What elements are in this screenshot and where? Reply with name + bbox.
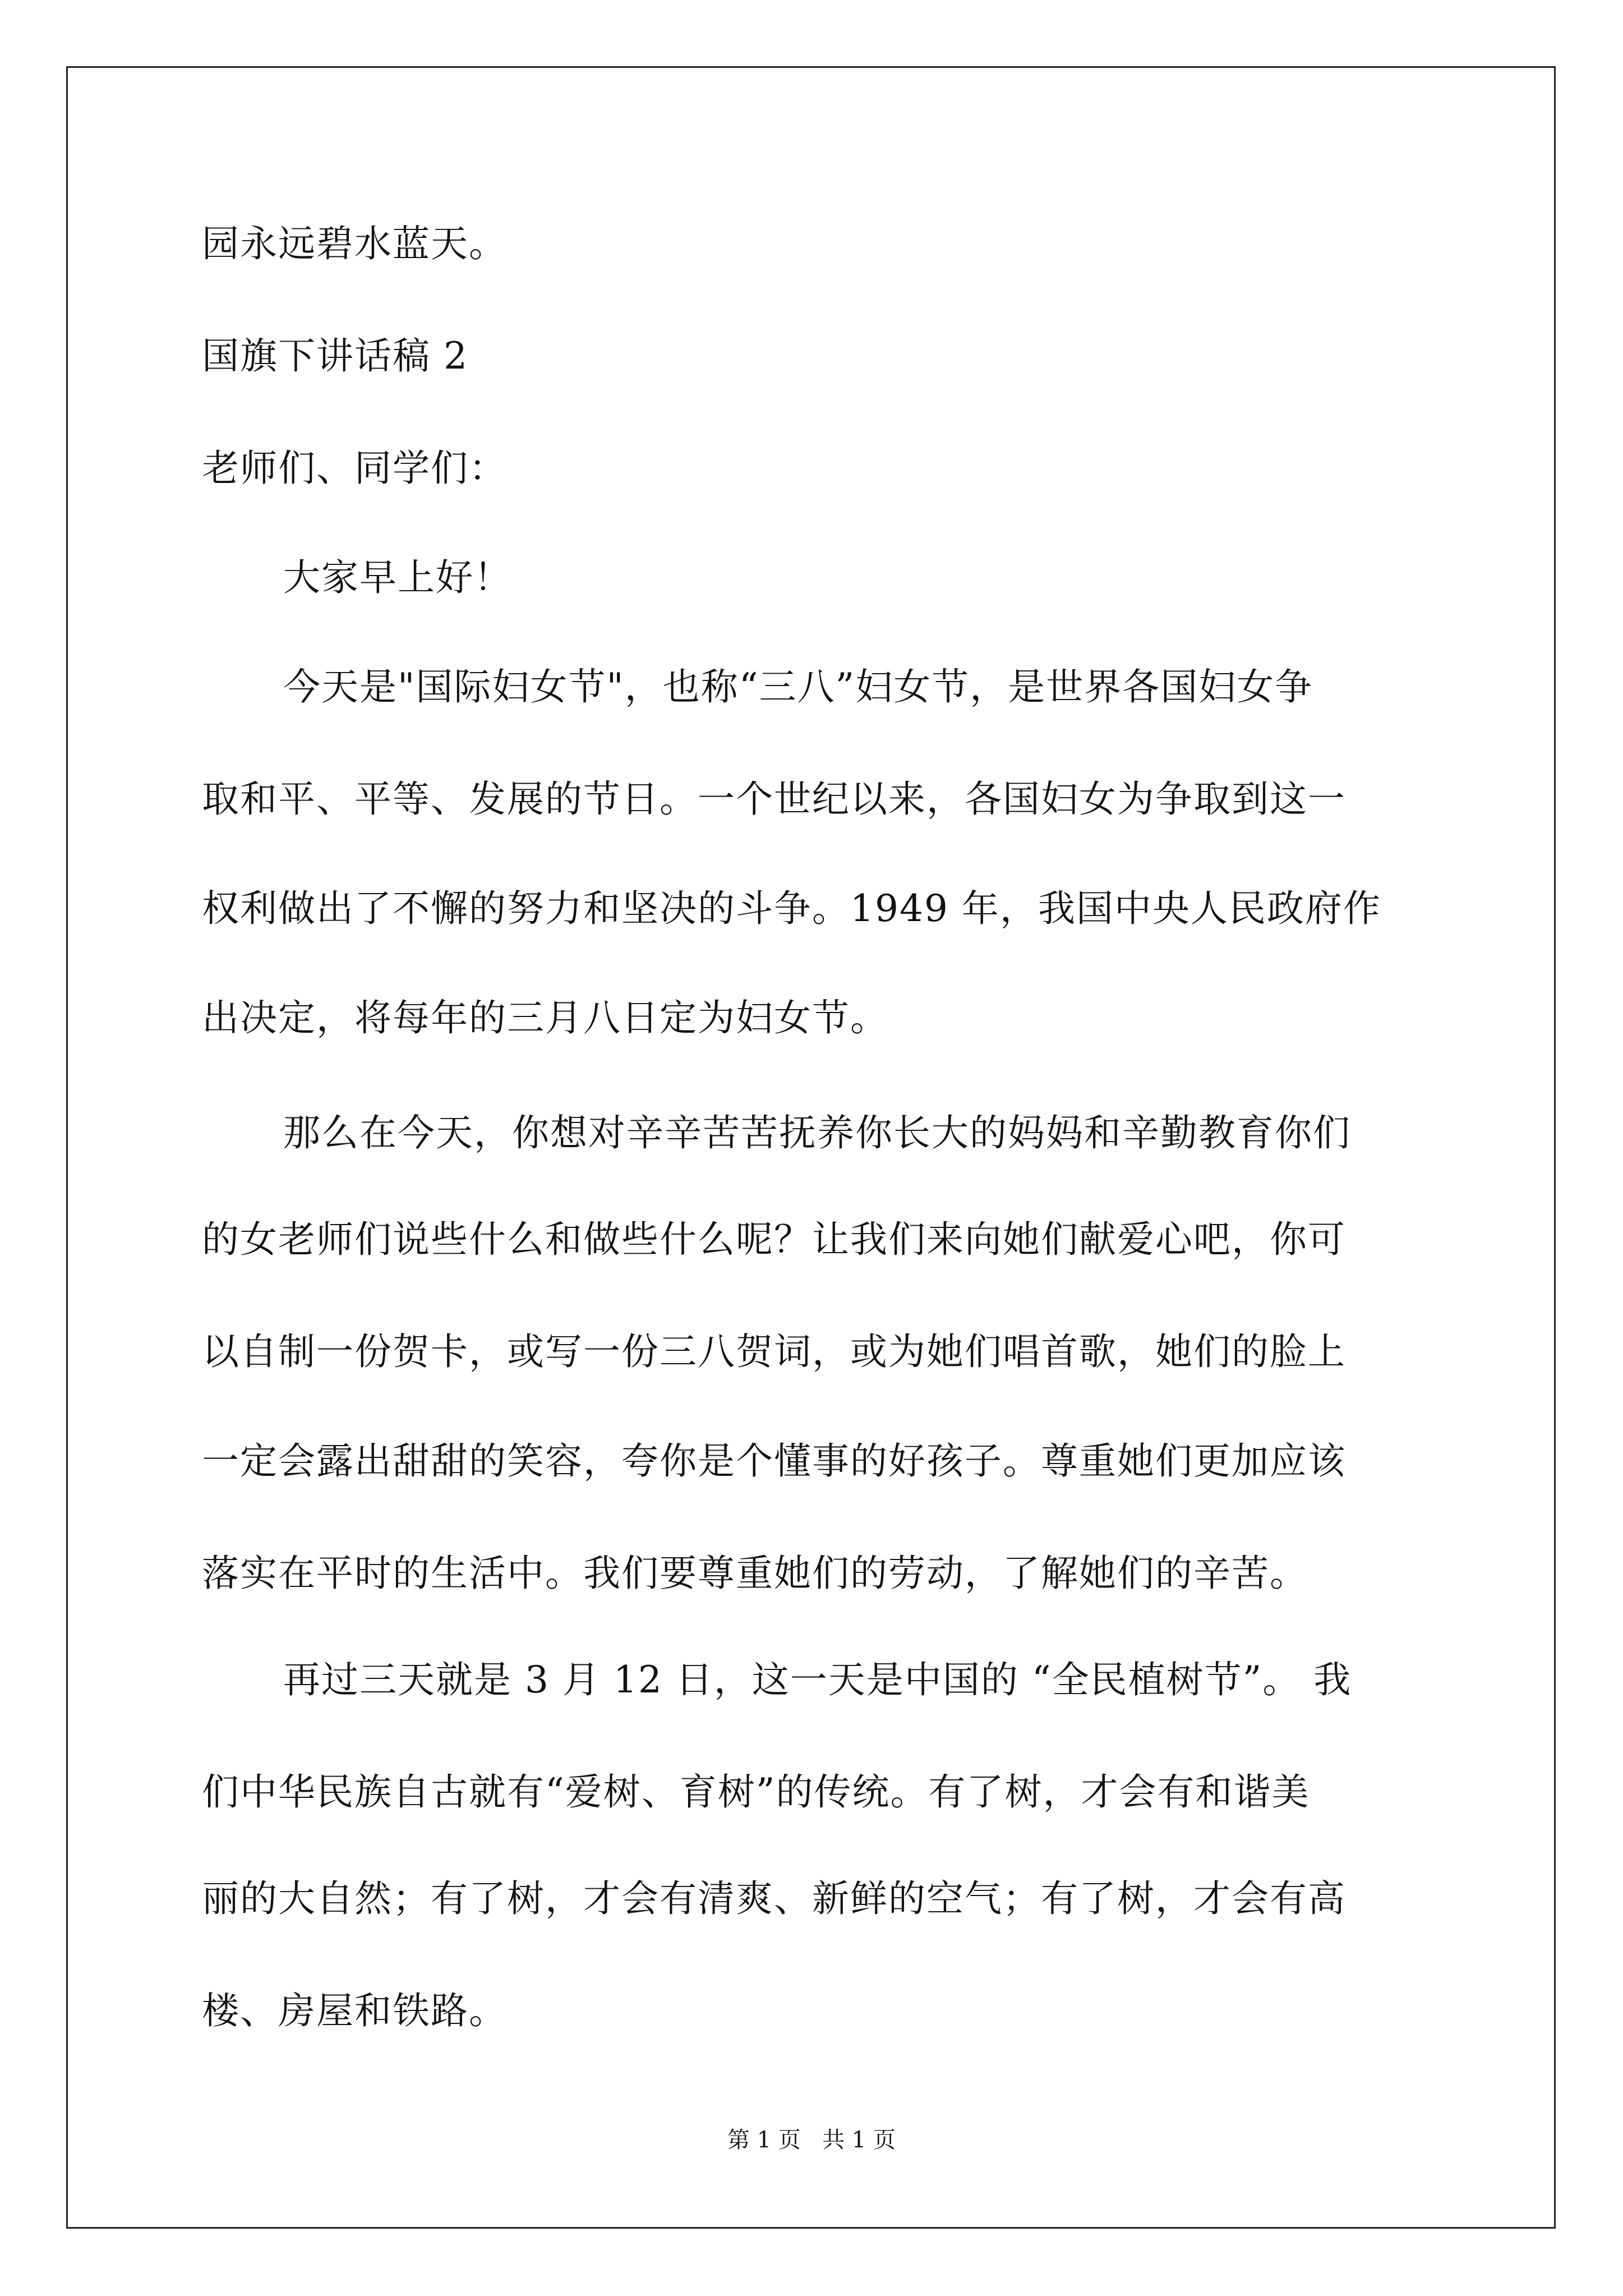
paragraph-1-line-2: 取和平、平等、发展的节日。一个世纪以来，各国妇女为争取到这一 xyxy=(202,777,1346,821)
salutation: 老师们、同学们： xyxy=(202,447,507,490)
paragraph-3-line-4: 楼、房屋和铁路。 xyxy=(202,1989,507,2032)
paragraph-2-line-2: 的女老师们说些什么和做些什么呢？让我们来向她们献爱心吧，你可 xyxy=(202,1218,1346,1261)
greeting: 大家早上好！ xyxy=(283,556,512,599)
text-line-continuation: 园永远碧水蓝天。 xyxy=(202,222,507,265)
paragraph-3-line-3: 丽的大自然；有了树，才会有清爽、新鲜的空气；有了树，才会有高 xyxy=(202,1877,1346,1920)
paragraph-2-line-1: 那么在今天，你想对辛辛苦苦抚养你长大的妈妈和辛勤教育你们 xyxy=(283,1111,1351,1154)
section-heading: 国旗下讲话稿 2 xyxy=(202,334,468,378)
paragraph-2-line-4: 一定会露出甜甜的笑容，夸你是个懂事的好孩子。尊重她们更加应该 xyxy=(202,1439,1346,1483)
paragraph-2-line-5: 落实在平时的生活中。我们要尊重她们的劳动，了解她们的辛苦。 xyxy=(202,1552,1308,1595)
paragraph-2-line-3: 以自制一份贺卡，或写一份三八贺词，或为她们唱首歌，她们的脸上 xyxy=(202,1330,1346,1373)
paragraph-3-line-2: 们中华民族自古就有“爱树、育树”的传统。有了树，才会有和谐美 xyxy=(202,1770,1310,1814)
paragraph-1-line-4: 出决定，将每年的三月八日定为妇女节。 xyxy=(202,996,888,1039)
paragraph-3-line-1: 再过三天就是 3 月 12 日，这一天是中国的 “全民植树节”。 我 xyxy=(283,1658,1352,1701)
page-number-footer: 第 1 页 共 1 页 xyxy=(727,2127,896,2153)
paragraph-1-line-1: 今天是"国际妇女节"，也称“三八”妇女节，是世界各国妇女争 xyxy=(283,665,1313,708)
paragraph-1-line-3: 权利做出了不懈的努力和坚决的斗争。1949 年，我国中央人民政府作 xyxy=(202,887,1381,930)
